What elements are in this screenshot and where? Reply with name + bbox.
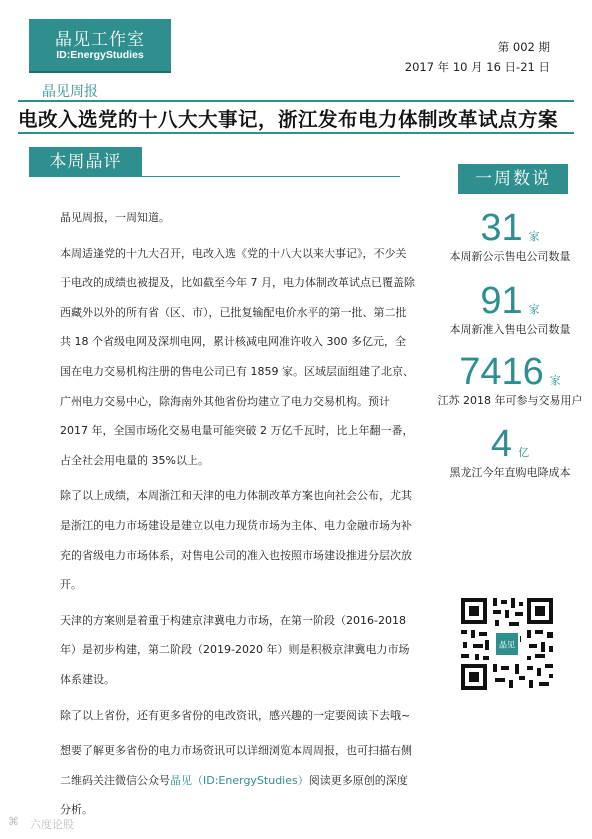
stat-unit: 家 xyxy=(549,374,561,387)
stat-unit: 亿 xyxy=(518,446,530,459)
paragraph: 除了以上成绩，本周浙江和天津的电力体制改革方案也向社会公布，尤其是浙江的电力市场建设是建立以电力现货市场为主体、电力金融市场为补充的省级电力市场体系，对售电公司的准入也按照市场建设推进分层次放开。 xyxy=(60,489,412,592)
section-title: 本周晶评 xyxy=(29,147,142,177)
paragraph: 除了以上省份，还有更多省份的电改资讯，感兴趣的一定要阅读下去哦~ xyxy=(60,708,411,722)
paragraph xyxy=(60,736,415,825)
headline: 电改入选党的十八大大事记，浙江发布电力体制改革试点方案 xyxy=(18,108,559,131)
wechat-account-link[interactable]: 晶见（ID:EnergyStudies） xyxy=(170,773,309,787)
footer-watermark: 六度论股 xyxy=(30,818,74,831)
qr-center-text: 晶见 xyxy=(499,640,515,650)
stat-value: 4 xyxy=(490,423,513,465)
brand-subtitle: ID:EnergyStudies xyxy=(56,49,144,61)
qr-code[interactable] xyxy=(459,596,555,692)
stat-label: 江苏 2018 年可参与交易用户 xyxy=(437,394,583,407)
stat-label: 本周新公示售电公司数量 xyxy=(449,250,571,263)
stat-unit: 家 xyxy=(528,230,540,243)
paragraph-text: 阅读更多原创的深度分析。 xyxy=(60,773,408,817)
stat-label: 黑龙江今年直购电降成本 xyxy=(449,466,571,479)
brand-logo xyxy=(29,19,171,73)
stats-title: 一周数说 xyxy=(458,164,568,194)
stat-value: 31 xyxy=(480,207,523,249)
stat-unit: 家 xyxy=(528,303,540,316)
stat-value: 91 xyxy=(480,280,523,322)
section-underline xyxy=(142,176,400,177)
paragraph: 本周适逢党的十九大召开，电改入选《党的十八大以来大事记》，不少关于电改的成绩也被提及，比如截至今年 7 月，电力体制改革试点已覆盖除西藏外以外的所有省（区、市），已批复输配电价水平的第一批、第二批共 18 个省级电网及深圳电网，累计核减电网准许收入 300 多亿元，全国在电力交易机构注册的售电公司已有 1859 家。区域层面组建了北京、广州电力交易中心，除海南外其他省份均建立了电力交易机构。预计 2017 年，全国市场化交易电量可能突破 2 万亿千瓦时，比上年翻一番，占全社会用电量的 35%以上。 xyxy=(60,246,415,467)
paragraph: 天津的方案则是着重于构建京津冀电力市场，在第一阶段（2016-2018 年）是初步构建，第二阶段（2019-2020 年）则是积极京津冀电力市场体系建设。 xyxy=(60,613,410,686)
paragraph-text: 想要了解更多省份的电力市场资讯可以详细浏览本周周报，也可扫描右侧二维码关注微信公众号 xyxy=(60,744,412,787)
issue-number: 第 002 期 xyxy=(497,40,550,54)
stat-item xyxy=(430,351,590,408)
article-body xyxy=(60,203,415,825)
headline-top-rule xyxy=(18,100,574,102)
stat-item xyxy=(430,423,590,480)
stat-value: 7416 xyxy=(459,351,544,393)
stat-item xyxy=(430,280,590,337)
stat-item xyxy=(430,207,590,264)
brand-title: 晶见工作室 xyxy=(55,30,145,50)
weekly-label: 晶见周报 xyxy=(42,84,98,100)
issue-date-range: 2017 年 10 月 16 日-21 日 xyxy=(404,60,550,74)
headline-bottom-rule xyxy=(18,132,574,134)
footer-logo-icon: ⌘ xyxy=(8,815,19,828)
paragraph: 晶见周报，一周知道。 xyxy=(60,211,170,224)
stat-label: 本周新准入售电公司数量 xyxy=(449,323,571,336)
